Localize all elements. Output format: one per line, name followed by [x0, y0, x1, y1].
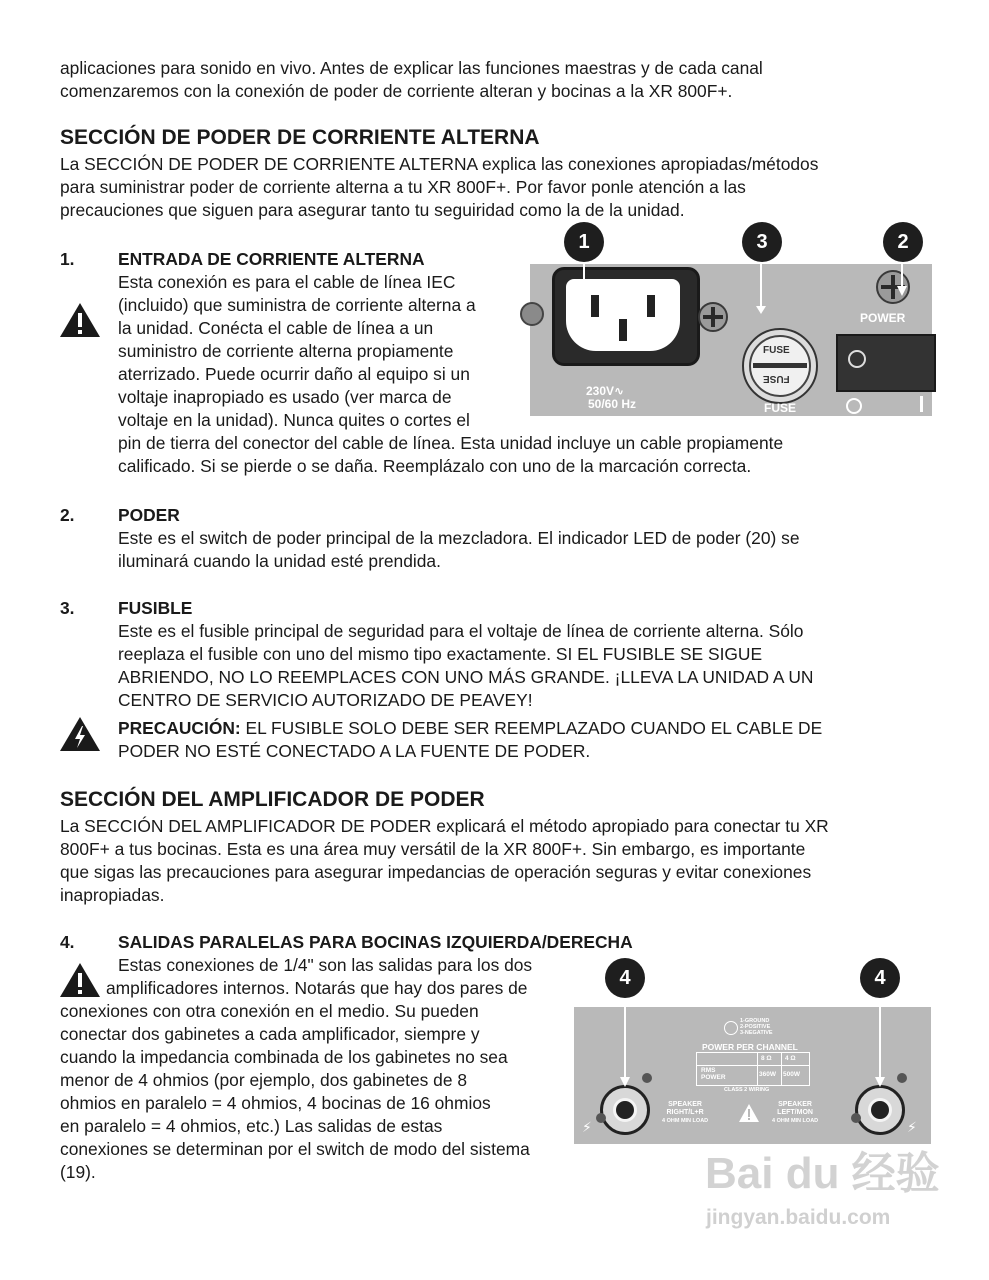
off-symbol-icon — [846, 398, 862, 414]
frequency-label: 50/60 Hz — [588, 397, 637, 411]
body-line: La SECCIÓN DEL AMPLIFICADOR DE PODER explicará el método apropiado para conectar tu XR — [60, 816, 829, 836]
right-jack-label — [772, 1101, 818, 1125]
amp-section-heading: SECCIÓN DEL AMPLIFICADOR DE PODER — [60, 788, 485, 811]
caution-line — [118, 717, 822, 740]
jack-label-line: SPEAKER — [778, 1101, 812, 1108]
fuse-label: FUSE — [764, 401, 797, 415]
power-value: 500W — [783, 1071, 800, 1078]
jack-center — [613, 1098, 637, 1122]
fuse-cap-text: FUSE — [763, 345, 790, 356]
row-label-line: RMS — [701, 1067, 716, 1074]
callout-badge-4-left: 4 — [605, 958, 645, 998]
item-3-number: 3. — [60, 598, 75, 618]
body-line: La SECCIÓN DE PODER DE CORRIENTE ALTERNA explica las conexiones apropiadas/métodos — [60, 154, 819, 174]
body-line: (19). — [60, 1162, 96, 1182]
item-3-body — [118, 620, 813, 712]
item-4-number: 4. — [60, 932, 75, 952]
on-symbol-icon — [920, 396, 923, 412]
callout-badge-2: 2 — [883, 222, 923, 262]
jack-label-line: RIGHT/L+R — [666, 1109, 704, 1116]
legend-line: 2-POSITIVE — [740, 1024, 771, 1030]
voltage-label: 230V∿ — [586, 384, 625, 398]
caution-label: PRECAUCIÓN: — [118, 718, 241, 738]
col-header: 8 Ω — [761, 1055, 772, 1062]
body-line: Estas conexiones de 1/4" son las salidas para los dos — [118, 955, 533, 975]
body-line: voltaje inapropiado es usado (ver marca de — [118, 387, 452, 407]
caution-text: EL FUSIBLE SOLO DEBE SER REEMPLAZADO CUANDO EL CABLE DE — [240, 718, 823, 738]
callout-badge-3: 3 — [742, 222, 782, 262]
fuse-cap-slot — [753, 363, 807, 368]
lightning-icon: ⚡ — [582, 1119, 592, 1135]
caution-line: PODER NO ESTÉ CONECTADO A LA FUENTE DE PODER. — [118, 741, 591, 761]
left-jack-label — [662, 1101, 708, 1125]
body-line: precauciones que siguen para asegurar tanto tu seguiridad como la de la unidad. — [60, 200, 685, 220]
item-1-number: 1. — [60, 249, 75, 269]
jack-label-line: 4 OHM MIN LOAD — [662, 1118, 709, 1124]
ac-section-heading: SECCIÓN DE PODER DE CORRIENTE ALTERNA — [60, 126, 540, 149]
body-line: calificado. Si se pierde o se daña. Reemplázalo con uno de la marcación correcta. — [118, 456, 752, 476]
center-warning-icon — [738, 1103, 760, 1123]
body-line: iluminará cuando la unidad esté prendida. — [118, 551, 441, 571]
screw-slot — [703, 315, 723, 319]
item-4-body-indented — [106, 954, 533, 1000]
body-line: amplificadores internos. Notarás que hay dos pares de — [106, 978, 528, 998]
power-switch-icon — [836, 334, 936, 392]
legend-line: 3-NEGATIVE — [740, 1030, 773, 1036]
body-line: Esta conexión es para el cable de línea IEC — [118, 272, 456, 292]
jack-label-line: SPEAKER — [668, 1101, 702, 1108]
body-line: aterrizado. Puede ocurrir daño al equipo si un — [118, 364, 470, 384]
fuse-holder-icon — [742, 328, 818, 404]
body-line: cuando la impedancia combinada de los gabinetes no sea — [60, 1047, 508, 1067]
item-3-title: FUSIBLE — [118, 598, 193, 618]
callout-badge-4-right: 4 — [860, 958, 900, 998]
item-1-title: ENTRADA DE CORRIENTE ALTERNA — [118, 249, 425, 269]
body-line: CENTRO DE SERVICIO AUTORIZADO DE PEAVEY! — [118, 690, 533, 710]
intro-paragraph — [60, 57, 763, 103]
intro-line: comenzaremos con la conexión de poder de corriente alteran y bocinas a la XR 800F+. — [60, 81, 733, 101]
item-4-title: SALIDAS PARALELAS PARA BOCINAS IZQUIERDA/DERECHA — [118, 932, 633, 952]
amp-section-body — [60, 815, 829, 907]
lightning-icon: ⚡ — [907, 1119, 917, 1135]
body-line: para suministrar poder de corriente alterna a tu XR 800F+. Por favor ponle atención a las — [60, 177, 746, 197]
warning-triangle-icon — [59, 962, 101, 998]
body-line: la unidad. Conécta el cable de línea a un — [118, 318, 434, 338]
body-line: ohmios en paralelo = 4 ohmios, 4 bocinas de 16 ohmios — [60, 1093, 491, 1113]
jack-screw-icon — [596, 1113, 606, 1123]
baidu-watermark-logo: Bai du 经验 — [705, 1149, 940, 1198]
baidu-watermark-url: jingyan.baidu.com — [706, 1206, 891, 1229]
legend-line: 1-GROUND — [740, 1018, 770, 1024]
power-panel-illustration — [530, 264, 932, 416]
pin-slot — [619, 319, 627, 341]
body-line: conexiones se determinan por el switch de modo del sistema — [60, 1139, 530, 1159]
power-table-title: POWER PER CHANNEL — [702, 1042, 798, 1052]
body-line: en paralelo = 4 ohmios, etc.) Las salidas de estas — [60, 1116, 443, 1136]
caution-note — [118, 717, 822, 763]
body-line: pin de tierra del conector del cable de línea. Esta unidad incluye un cable propiamente — [118, 433, 784, 453]
fuse-cap-text: FUSE — [763, 373, 790, 384]
fuse-cap — [749, 335, 811, 397]
body-line: menor de 4 ohmios (por ejemplo, dos gabinetes de 8 — [60, 1070, 467, 1090]
power-label: POWER — [860, 311, 906, 325]
body-line: ABRIENDO, NO LO REEMPLACES CON UNO MÁS GRANDE. ¡LLEVA LA UNIDAD A UN — [118, 667, 814, 687]
jack-label-line: LEFT/MON — [777, 1109, 813, 1116]
body-line: conectar dos gabinetes a cada amplificador, siempre y — [60, 1024, 480, 1044]
ac-section-body — [60, 153, 818, 222]
body-line: reeplaza el fusible con uno del mismo tipo exactamente. SI EL FUSIBLE SE SIGUE — [118, 644, 763, 664]
row-label-line: POWER — [701, 1074, 726, 1081]
body-line: (incluido) que suministra de corriente alterna a — [118, 295, 476, 315]
item-4-body — [60, 1000, 530, 1184]
jack-center — [868, 1098, 892, 1122]
body-line: conexiones con otra conexión en el medio. Su pueden — [60, 1001, 479, 1021]
body-line: Este es el fusible principal de seguridad para el voltaje de línea de corriente alterna. Sólo — [118, 621, 804, 641]
body-line: 800F+ a tus bocinas. Esta es una área muy versátil de la XR 800F+. Sin embargo, es importante — [60, 839, 806, 859]
body-line: Este es el switch de poder principal de la mezcladora. El indicador LED de poder (20) se — [118, 528, 800, 548]
body-line: voltaje en la unidad). Nunca quites o cortes el — [118, 410, 470, 430]
body-line: que sigas las precauciones para asegurar impedancias de operación seguras y evitar conexiones — [60, 862, 812, 882]
wiring-label: CLASS 2 WIRING — [724, 1087, 770, 1093]
jack-label-line: 4 OHM MIN LOAD — [772, 1118, 819, 1124]
callout-badge-1: 1 — [564, 222, 604, 262]
intro-line: aplicaciones para sonido en vivo. Antes de explicar las funciones maestras y de cada canal — [60, 58, 763, 78]
item-2-body — [118, 527, 800, 573]
body-line: suministro de corriente alterna propiamente — [118, 341, 454, 361]
power-value: 360W — [759, 1071, 776, 1078]
jack-screw-icon — [851, 1113, 861, 1123]
switch-indicator — [848, 350, 866, 368]
electric-shock-warning-icon — [59, 716, 101, 752]
item-2-title: PODER — [118, 505, 180, 525]
col-header: 4 Ω — [785, 1055, 796, 1062]
body-line: inapropiadas. — [60, 885, 165, 905]
warning-triangle-icon — [59, 302, 101, 338]
speaker-panel-illustration — [574, 1007, 931, 1144]
item-2-number: 2. — [60, 505, 75, 525]
